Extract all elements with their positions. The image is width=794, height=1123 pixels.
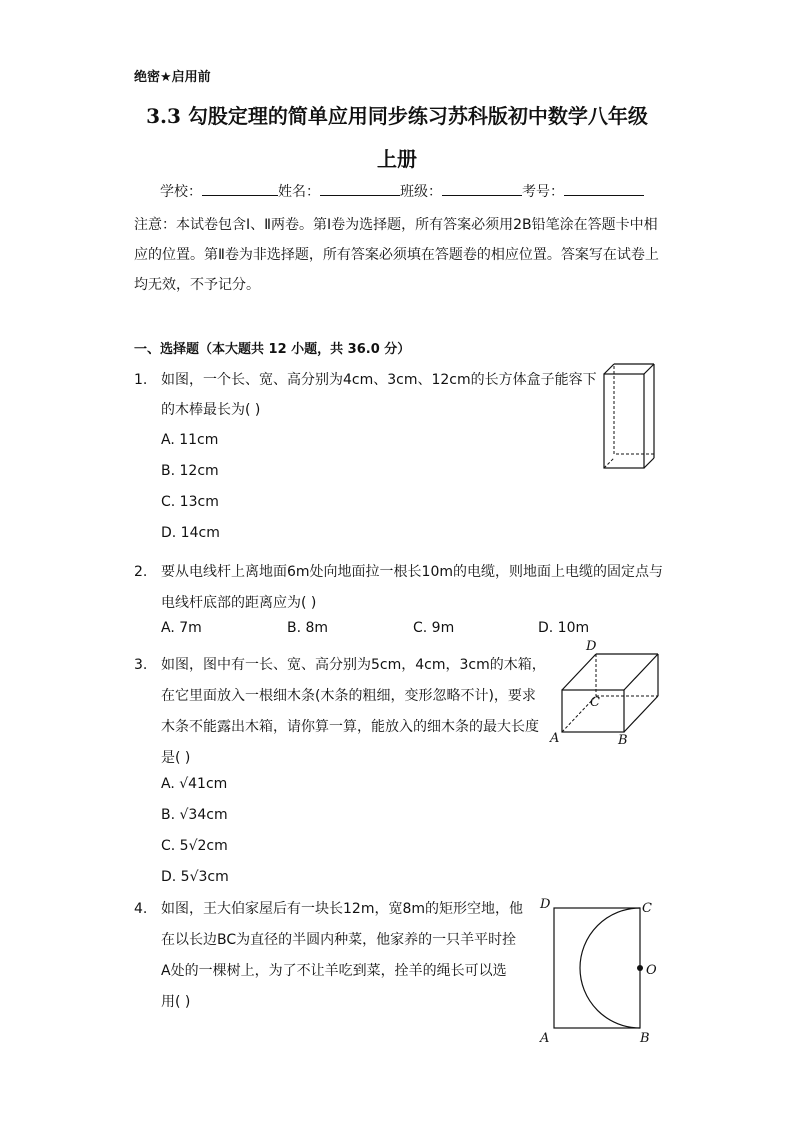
question-2-option-d[interactable]: D. 10m: [538, 620, 590, 636]
question-2-number: 2.: [134, 564, 148, 580]
exam-no-label: 考号：: [522, 184, 564, 200]
question-4-line1: 如图，王大伯家屋后有一块长12m，宽8m的矩形空地，他: [161, 901, 523, 917]
question-4-number: 4.: [134, 901, 148, 917]
section-heading: 一、选择题（本大题共 12 小题，共 36.0 分）: [134, 342, 411, 357]
label-a: A: [540, 1031, 550, 1046]
question-2-line1: 要从电线杆上离地面6m处向地面拉一根长10m的电缆，则地面上电缆的固定点与: [161, 564, 663, 580]
rectangle-semicircle-figure: [536, 892, 666, 1048]
class-label: 班级：: [400, 184, 442, 200]
question-3-line2: 在它里面放入一根细木条(木条的粗细，变形忽略不计)，要求: [161, 688, 536, 704]
question-1-line1: 如图，一个长、宽、高分别为4cm、3cm、12cm的长方体盒子能容下: [161, 372, 597, 388]
class-blank[interactable]: [442, 181, 522, 196]
wooden-box-figure: [546, 638, 668, 748]
question-3-line4: 是( ): [161, 750, 191, 766]
school-label: 学校：: [160, 184, 202, 200]
question-2-option-c[interactable]: C. 9m: [413, 620, 455, 636]
question-3-option-c[interactable]: C. 5√2cm: [161, 838, 228, 854]
question-3-number: 3.: [134, 657, 148, 673]
question-2-line2: 电线杆底部的距离应为( ): [161, 595, 317, 611]
label-d: D: [540, 897, 551, 912]
school-blank[interactable]: [202, 181, 278, 196]
question-4-line3: A处的一棵树上，为了不让羊吃到菜，拴羊的绳长可以选: [161, 963, 507, 979]
question-1-option-a[interactable]: A. 11cm: [161, 432, 219, 448]
label-o: O: [646, 963, 657, 978]
exam-notice: 注意：本试卷包含Ⅰ、Ⅱ两卷。第Ⅰ卷为选择题，所有答案必须用2B铅笔涂在答题卡中相应的位置。第Ⅱ卷为非选择题，所有答案必须填在答题卷的相应位置。答案写在试卷上均无效，不予记分。: [134, 217, 659, 293]
label-b: B: [640, 1031, 650, 1046]
label-c: C: [590, 695, 600, 710]
question-1-number: 1.: [134, 372, 148, 388]
question-3-option-d[interactable]: D. 5√3cm: [161, 869, 229, 885]
question-3-option-a[interactable]: A. √41cm: [161, 776, 228, 792]
name-label: 姓名：: [278, 184, 320, 200]
question-1-option-d[interactable]: D. 14cm: [161, 525, 220, 541]
question-4-line2: 在以长边BC为直径的半圆内种菜，他家养的一只羊平时拴: [161, 932, 517, 948]
label-c: C: [642, 901, 652, 916]
cuboid-figure: [598, 360, 662, 472]
question-2-option-a[interactable]: A. 7m: [161, 620, 202, 636]
question-1-option-c[interactable]: C. 13cm: [161, 494, 219, 510]
label-b: B: [618, 733, 628, 748]
confidential-label: 绝密★启用前: [134, 70, 211, 85]
page-title-line2: 上册: [377, 147, 417, 171]
question-4-line4: 用( ): [161, 994, 191, 1010]
question-3-line3: 木条不能露出木箱，请你算一算，能放入的细木条的最大长度: [161, 719, 539, 735]
label-a: A: [550, 731, 560, 746]
question-1-line2: 的木棒最长为( ): [161, 402, 261, 418]
label-d: D: [586, 639, 597, 654]
question-3-option-b[interactable]: B. √34cm: [161, 807, 228, 823]
name-blank[interactable]: [320, 181, 400, 196]
question-3-line1: 如图，图中有一长、宽、高分别为5cm，4cm，3cm的木箱，: [161, 657, 546, 673]
exam-no-blank[interactable]: [564, 181, 644, 196]
page-title: 3.3 勾股定理的简单应用同步练习苏科版初中数学八年级: [146, 104, 648, 128]
center-o-dot: [637, 965, 643, 971]
question-2-option-b[interactable]: B. 8m: [287, 620, 329, 636]
question-1-option-b[interactable]: B. 12cm: [161, 463, 219, 479]
student-info-row: [160, 181, 644, 201]
